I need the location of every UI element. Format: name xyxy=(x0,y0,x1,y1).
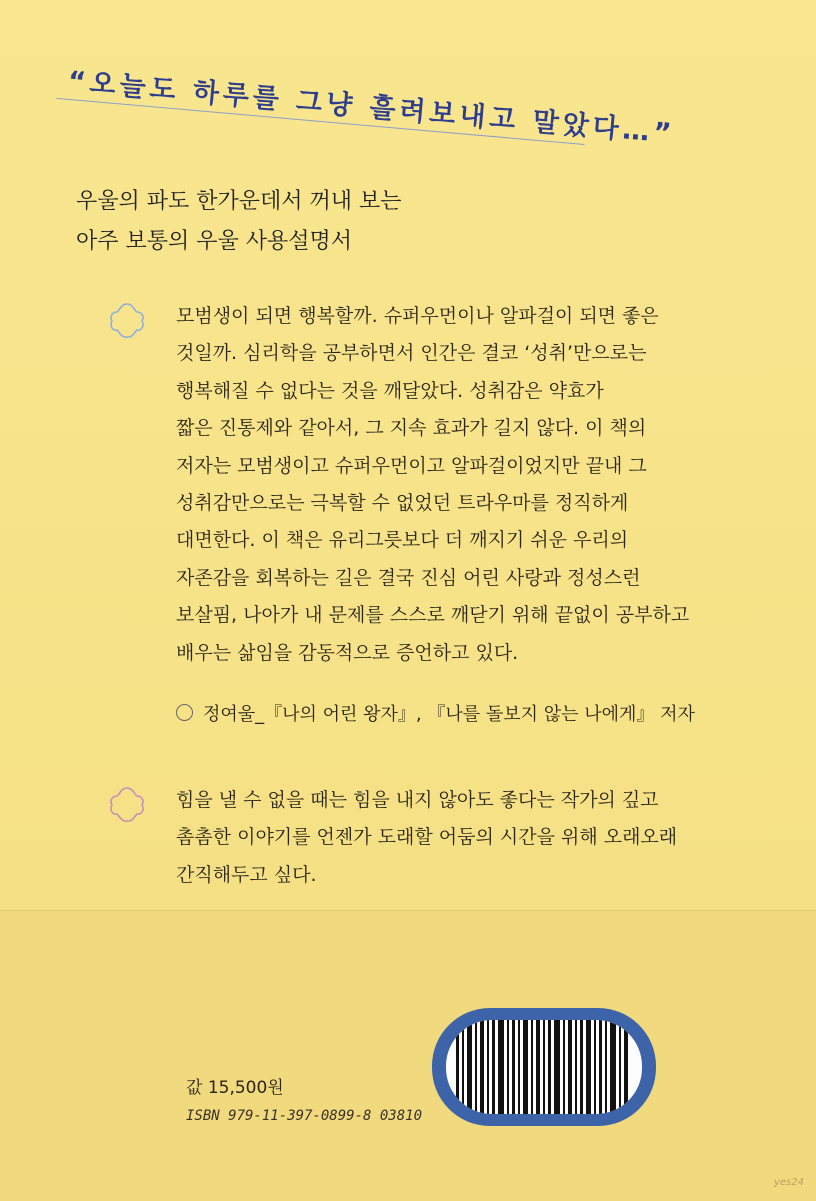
watermark: yes24 xyxy=(773,1177,804,1188)
barcode xyxy=(446,1020,642,1114)
review-1-line: 보살핌, 나아가 내 문제를 스스로 깨닫기 위해 끝없이 공부하고 xyxy=(176,604,690,627)
review-1-line: 행복해질 수 없다는 것을 깨달았다. 성취감은 약효가 xyxy=(176,379,604,402)
review-2-line: 촘촘한 이야기를 언젠가 도래할 어둠의 시간을 위해 오래오래 xyxy=(176,826,678,849)
barcode-icon xyxy=(446,1020,642,1114)
review-2-line: 간직해두고 싶다. xyxy=(176,863,317,886)
review-1-line: 자존감을 회복하는 길은 결국 진심 어린 사랑과 정성스런 xyxy=(176,566,641,589)
headline-text: “오늘도 하루를 그냥 흘려보내고 말았다…” xyxy=(66,65,677,150)
subtitle-line-2: 아주 보통의 우울 사용설명서 xyxy=(76,229,353,254)
review-1-line: 모범생이 되면 행복할까. 슈퍼우먼이나 알파걸이 되면 좋은 xyxy=(176,305,659,327)
isbn-label: ISBN 979-11-397-0899-8 03810 xyxy=(186,1108,423,1124)
review-1-line: 짧은 진통제와 같아서, 그 지속 효과가 길지 않다. 이 책의 xyxy=(176,417,647,440)
price-label: 값 15,500원 xyxy=(186,1078,284,1098)
review-1-line: 성취감만으로는 극복할 수 없었던 트라우마를 정직하게 xyxy=(176,492,629,515)
review-2 xyxy=(176,782,776,894)
subtitle-line-1: 우울의 파도 한가운데서 꺼내 보는 xyxy=(76,189,402,214)
review-1-line: 대면한다. 이 책은 유리그릇보다 더 깨지기 쉬운 우리의 xyxy=(176,529,629,552)
barcode-frame xyxy=(432,1008,656,1126)
attribution-text: 정여울_『나의 어린 왕자』, 『나를 돌보지 않는 나에게』 저자 xyxy=(203,704,695,725)
review-1-line: 저자는 모범생이고 슈퍼우먼이고 알파걸이었지만 끝내 그 xyxy=(176,454,647,477)
bottom-band xyxy=(0,910,816,1201)
review-1 xyxy=(176,298,776,672)
review-1-line: 것일까. 심리학을 공부하면서 인간은 결코 ‘성취’만으로는 xyxy=(176,342,647,365)
review-1-attribution xyxy=(176,700,695,726)
flower-icon xyxy=(104,298,150,344)
circle-bullet-icon xyxy=(176,704,193,721)
flower-icon xyxy=(104,782,150,828)
review-2-line: 힘을 낼 수 없을 때는 힘을 내지 않아도 좋다는 작가의 깊고 xyxy=(176,789,659,811)
review-1-line: 배우는 삶임을 감동적으로 증언하고 있다. xyxy=(176,641,519,664)
